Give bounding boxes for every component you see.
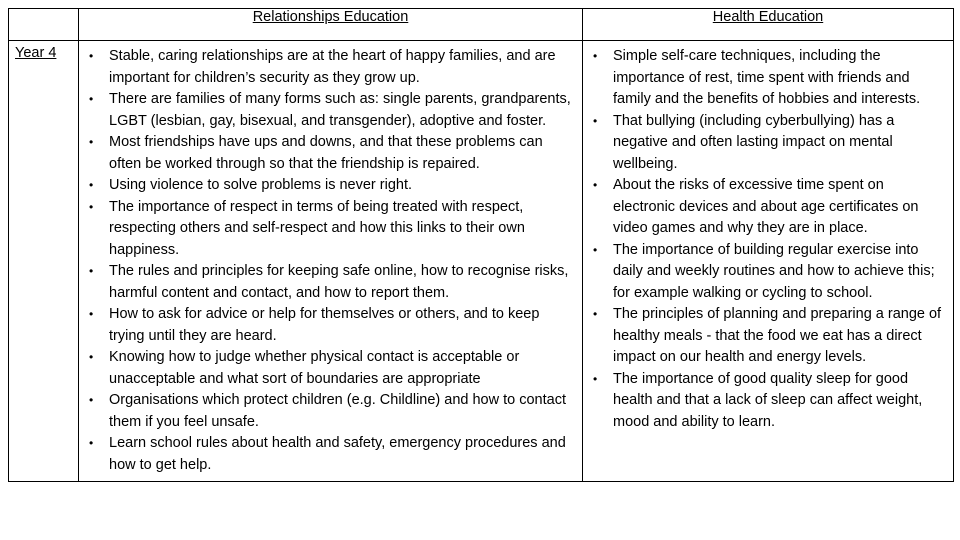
relationships-list (80, 42, 581, 480)
bullet-point: • Stable, caring relationships are at the heart of happy families, and are important for children’s security as they grow up. (109, 46, 577, 89)
year-row (9, 41, 954, 482)
bullet-point: • The importance of respect in terms of being treated with respect, respecting others and self-respect and how this links to their own happiness. (109, 197, 577, 262)
bullet-point: • Most friendships have ups and downs, and that these problems can often be worked through so that the friendship is repaired. (109, 132, 577, 175)
bullet-point: • That bullying (including cyberbullying) has a negative and often lasting impact on mental wellbeing. (613, 111, 948, 176)
bullet-point: • Organisations which protect children (e.g. Childline) and how to contact them if you feel unsafe. (109, 390, 577, 433)
bullet-point: • The principles of planning and preparing a range of healthy meals - that the food we eat has a direct impact on our health and energy levels. (613, 304, 948, 369)
bullet-point: • Learn school rules about health and safety, emergency procedures and how to get help. (109, 433, 577, 476)
bullet-point: • Using violence to solve problems is never right. (109, 175, 577, 197)
bullet-point: • The importance of good quality sleep for good health and that a lack of sleep can affect weight, mood and ability to learn. (613, 369, 948, 434)
health-education-header: Health Education (583, 9, 954, 41)
bullet-point: • Simple self-care techniques, including the importance of rest, time spent with friends and family and the benefits of hobbies and interests. (613, 46, 948, 111)
bullet-point: • Knowing how to judge whether physical contact is acceptable or unacceptable and what sort of boundaries are appropriate (109, 347, 577, 390)
bullet-point: • There are families of many forms such as: single parents, grandparents, LGBT (lesbian, gay, bisexual, and transgender), adoptive and foster. (109, 89, 577, 132)
health-cell (583, 41, 954, 482)
document-page (8, 8, 953, 523)
health-list (584, 42, 952, 437)
bullet-point: • How to ask for advice or help for themselves or others, and to keep trying until they are heard. (109, 304, 577, 347)
bullet-point: • The importance of building regular exercise into daily and weekly routines and how to achieve this; for example walking or cycling to school. (613, 240, 948, 305)
year-label: Year 4 (9, 41, 79, 482)
bullet-point: • The rules and principles for keeping safe online, how to recognise risks, harmful content and contact, and how to report them. (109, 261, 577, 304)
curriculum-table (8, 8, 954, 482)
empty-corner-cell (9, 9, 79, 41)
relationships-cell (79, 41, 583, 482)
header-row (9, 9, 954, 41)
bullet-point: • About the risks of excessive time spent on electronic devices and about age certificates on video games and why they are in place. (613, 175, 948, 240)
relationships-education-header: Relationships Education (79, 9, 583, 41)
